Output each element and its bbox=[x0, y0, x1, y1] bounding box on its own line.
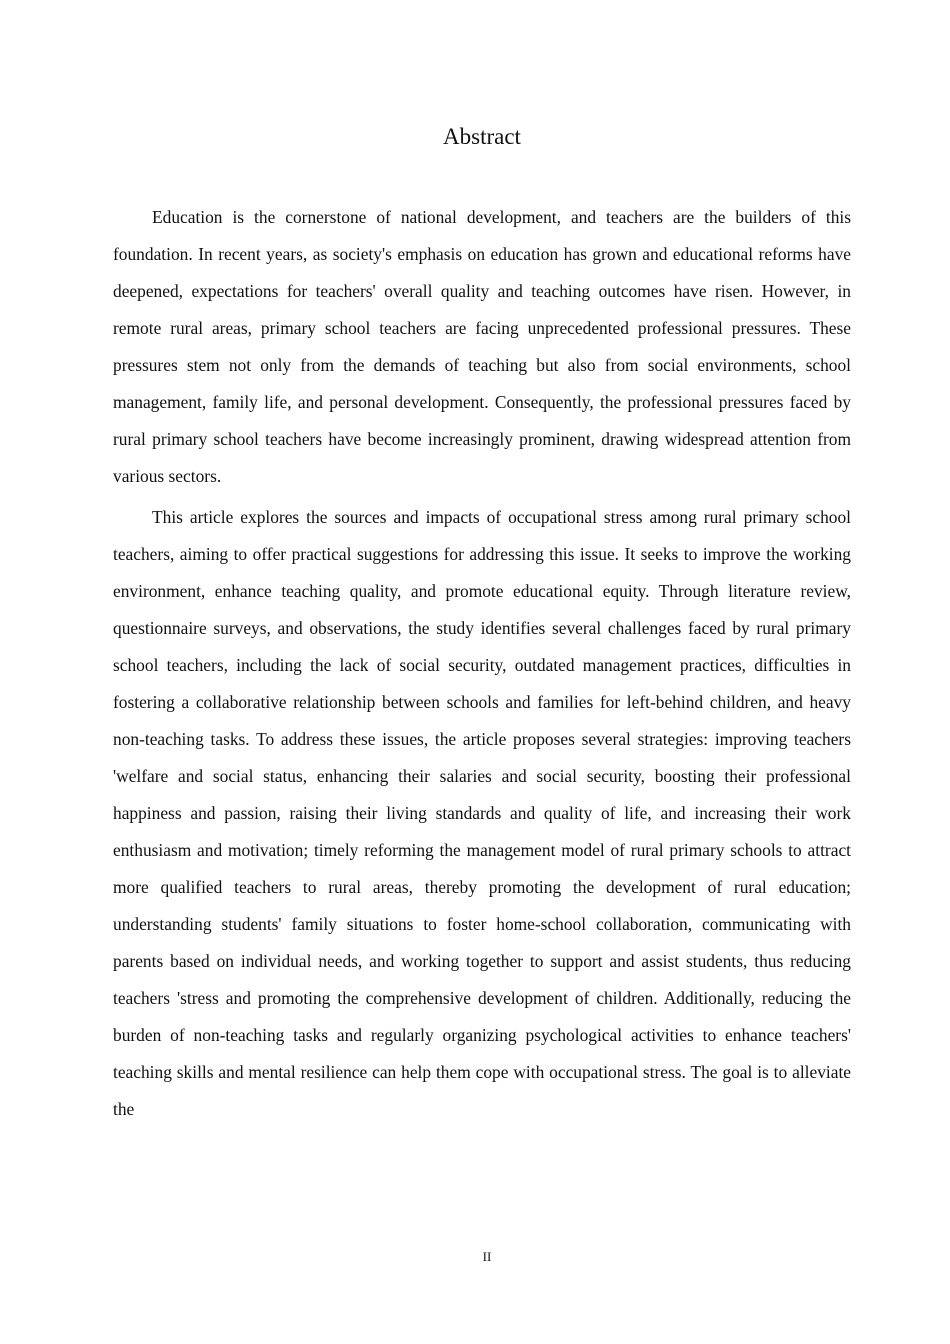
abstract-body bbox=[113, 199, 851, 1131]
abstract-title: Abstract bbox=[443, 124, 521, 149]
abstract-paragraph-1: Education is the cornerstone of national development, and teachers are the builders of this foundation. In recent years, as society's emphasis on education has grown and educational reforms have deepened, expectations for teachers' overall quality and teaching outcomes have risen. However, in remote rural areas, primary school teachers are facing unprecedented professional pressures. These pressures stem not only from the demands of teaching but also from social environments, school management, family life, and personal development. Consequently, the professional pressures faced by rural primary school teachers have become increasingly prominent, drawing widespread attention from various sectors. bbox=[113, 207, 851, 486]
abstract-paragraph-2: This article explores the sources and impacts of occupational stress among rural primary school teachers, aiming to offer practical suggestions for addressing this issue. It seeks to improve the working environment, enhance teaching quality, and promote educational equity. Through literature review, questionnaire surveys, and observations, the study identifies several challenges faced by rural primary school teachers, including the lack of social security, outdated management practices, difficulties in fostering a collaborative relationship between schools and families for left-behind children, and heavy non-teaching tasks. To address these issues, the article proposes several strategies: improving teachers 'welfare and social status, enhancing their salaries and social security, boosting their professional happiness and passion, raising their living standards and quality of life, and increasing their work enthusiasm and motivation; timely reforming the management model of rural primary schools to attract more qualified teachers to rural areas, thereby promoting the development of rural education; understanding students' family situations to foster home-school collaboration, communicating with parents based on individual needs, and working together to support and assist students, thus reducing teachers 'stress and promoting the comprehensive development of children. Additionally, reducing the burden of non-teaching tasks and regularly organizing psychological activities to enhance teachers' teaching skills and mental resilience can help them cope with occupational stress. The goal is to alleviate the bbox=[113, 506, 851, 1119]
page-number: II bbox=[482, 1249, 492, 1264]
